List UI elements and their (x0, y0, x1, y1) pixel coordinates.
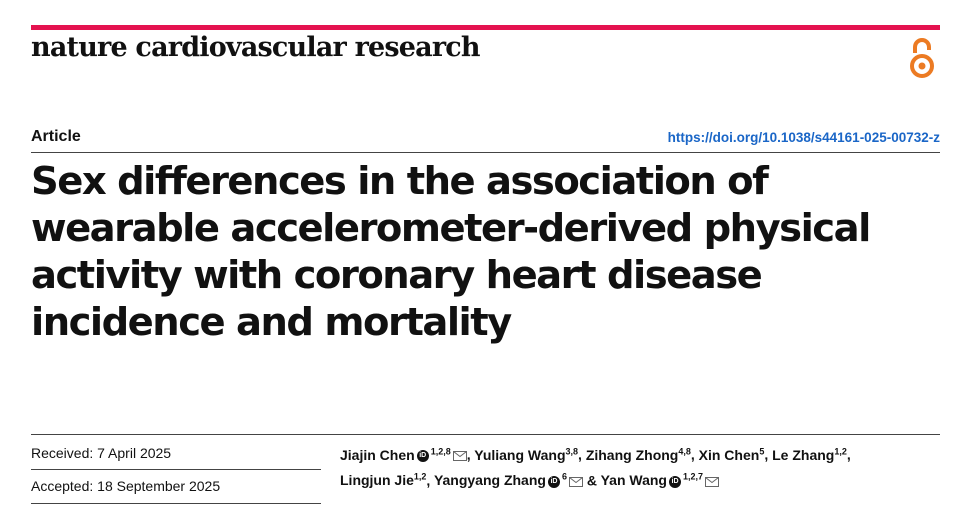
orcid-icon[interactable]: iD (548, 476, 560, 488)
journal-brand-bar (31, 25, 940, 30)
author-name[interactable] (586, 447, 691, 463)
affiliation-marker: 1,2,7 (683, 471, 704, 482)
email-icon[interactable] (705, 477, 719, 487)
accepted-date: Accepted: 18 September 2025 (31, 470, 321, 504)
affiliation-marker: 1,2 (834, 446, 847, 456)
email-icon[interactable] (569, 477, 583, 487)
orcid-icon[interactable]: iD (669, 476, 681, 488)
received-date: Received: 7 April 2025 (31, 440, 321, 470)
author-separator: , (764, 446, 773, 463)
orcid-icon[interactable]: iD (417, 450, 429, 462)
divider (31, 152, 940, 153)
author-name[interactable] (340, 472, 426, 488)
author-name-text[interactable]: Xin Chen (698, 446, 760, 463)
affiliation-marker: 6 (561, 471, 567, 482)
author-name-text[interactable]: Zihang Zhong (585, 446, 679, 463)
author-name-text[interactable]: Lingjun Jie (340, 472, 414, 489)
affiliation-marker: 1,2,8 (430, 446, 451, 456)
author-name-text[interactable]: Jiajin Chen (340, 446, 415, 463)
author-separator: , (846, 446, 851, 463)
author-name-text[interactable]: Yuliang Wang (474, 446, 566, 463)
doi-link[interactable]: https://doi.org/10.1038/s44161-025-00732-z (667, 130, 940, 145)
open-access-icon (909, 36, 935, 80)
article-type: Article (31, 128, 81, 145)
affiliation-marker: 4,8 (678, 446, 691, 456)
author-name[interactable] (474, 447, 578, 463)
author-name[interactable] (772, 447, 847, 463)
author-name[interactable] (340, 447, 467, 463)
author-separator: , (426, 472, 434, 489)
author-list (340, 440, 940, 491)
article-title: Sex differences in the association of wearable accelerometer-derived physical activity with coronary heart disease incidence and mortality (31, 159, 870, 345)
affiliation-marker: 5 (759, 446, 765, 456)
divider (31, 434, 940, 435)
author-separator: , (466, 446, 475, 463)
journal-name[interactable]: nature cardiovascular research (31, 32, 480, 63)
affiliation-marker: 1,2 (413, 471, 427, 482)
author-name[interactable] (699, 447, 765, 463)
author-name[interactable] (434, 472, 583, 488)
author-separator: & (582, 472, 601, 489)
author-name-text[interactable]: Yan Wang (600, 472, 667, 489)
email-icon[interactable] (453, 451, 467, 461)
author-separator: , (690, 446, 699, 463)
author-separator: , (578, 446, 586, 463)
author-name-text[interactable]: Yangyang Zhang (433, 472, 546, 489)
affiliation-marker: 3,8 (565, 446, 579, 456)
publication-dates (31, 440, 321, 504)
author-name-text[interactable]: Le Zhang (772, 446, 835, 463)
author-name[interactable] (601, 472, 719, 488)
